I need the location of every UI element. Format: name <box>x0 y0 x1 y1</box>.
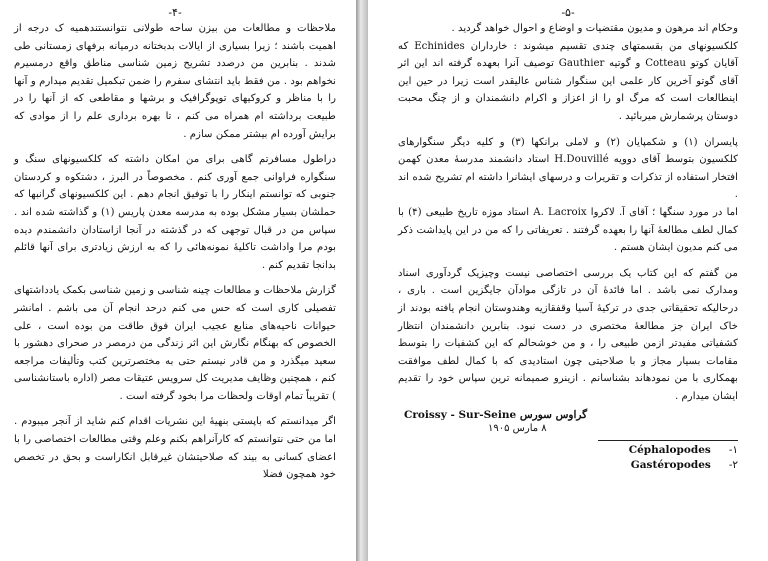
book-gutter <box>356 0 368 561</box>
right-page <box>368 0 768 561</box>
footnote-text: Gastéropodes <box>630 459 711 472</box>
paragraph: اما در مورد سنگها ؛ آقای آ. لاکروا A. Lacroix استاد موزه تاریخ طبیعی (۴) با کمال لطف مطالعهٔ آنها را بعهده گرفتند . تعریفاتی را که من در این پایداشت ذکر می کنم مدیون ایشان هستم . <box>398 206 739 254</box>
signature-date: ۸ مارس ۱۹۰۵ <box>488 423 547 435</box>
footnote-number: -۱ <box>728 444 738 457</box>
footnote-text: Céphalopodes <box>628 444 711 457</box>
footnote <box>398 443 738 458</box>
paragraph: وحکام اند مرهون و مدیون مقتضیات و اوضاع و احوال خواهد گردید . <box>451 23 738 34</box>
footnote <box>398 458 738 473</box>
left-page <box>0 0 356 561</box>
paragraph: کلکسیونهای من بقسمتهای چندی تقسیم میشوند : خارداران Echinides که آقایان کوتو Cotteau و گوتیه Gauthier توصیف آنرا بعهده گرفته اند این اثر آقای گوتو آخرین کار علمی این سنگوار شناس عالیقدر است زیرا در حین این اینطالعات است که مرگ او را از اعزاز و اکرام دانشمندان و از چنگ محبت دوستان پرشمارش میربائید . <box>398 40 738 122</box>
paragraph: دراطول مسافرتم گاهی برای من امکان داشته که کلکسیونهای سنگ و سنگواره فراوانی جمع آوری کنم . مخصوصاً در البرز ، دشتکوه و کردستان جنوبی که توانستم اینکار را با توفیق انجام دهم . این کلکسیونهای گرانبها که حملشان بسیار مشکل بوده به مدرسه معدن پاریس (۱) و گذاشته شده اند . سپاس من در قبال توجهی که در گذشته در آنجا ازاستادان دانشمندم دیده بودم مرا واداشت تاکلیهٔ نمونه‌هائی را که به ارزش زیادتری برای آنها قائلم بدانجا تقدیم کنم . <box>14 154 336 271</box>
author-signature: Croissy - Sur-Seine گراوس سورس <box>404 409 588 422</box>
paragraph: پایسران (۱) و شکمپایان (۲) و لاملی برانکها (۳) و کلیه دیگر سنگوارهای کلکسیون بتوسط آقای دوویه H.Douvillé استاد دانشمند مدرسهٔ معدن کهمن افتخار استفاده از تذکرات و تقریرات و درسهای ایشانرا داشته ام تشریح شده اند . <box>398 136 739 201</box>
paragraph: من گفتم که این کتاب یک بررسی اختصاصی نیست وچیزیک گردآوری اسناد ومدارک نمی باشد . اما فائدهٔ آن در تازگی موادآن جایگزین است . باری ، درحالیکه تحقیقاتی جدی در ترکیهٔ آسیا وقفقازیه وهندوستان انجام یافته بودند از خاک ایران جز مطالعهٔ مختصری در دست نبود. بنابرین دانشمندان انتظار کشفیاتی مفیدتر ازمن طبیعی را ، و من خوشحالم که این کشفیات را بتوسط مقامات بسیار مجاز و با صلاحیتی چون استادیدی که با کمال لطف موافقت بهمکاری با من نمودهاند بشناسانم . ازینرو صمیمانه ترین سپاس خود را تقدیم ایشان میدارم . <box>398 267 738 402</box>
paragraph: اگر میدانستم که باپستی بنهیهٔ این نشریات اقدام کنم شاید از آنجر میبودم . اما من حتی نتوانستم که کارآنراهم بکنم وعلم وقتی مطالعات اختصاصی را با اعضای کسانی به بیند که صلاحیتشان غیرقابل انکاراست و بحق در تخصص خود همچون فضلا <box>14 416 336 481</box>
paragraph: ملاحظات و مطالعات من بیزن ساحه طولانی نتوانستندهمیه ک درجه از اهمیت باشند ؛ زیرا بسیاری از ایالات بدبختانه درمیانه برفهای زمستانی طی شدند . بنابرین من درصدد تشریح زمین شناسی مناطق واقع درمسیرم نخواهم بود . من فقط باید انتشای سفرم را ضمن تبکمیل تقدیم میدارم و آنها را با مناظر و کروکیهای توپوگرافیک و برشها و مقاطعی که از آنها را در طبیعت برداشته ام همراه می کنم ، تا بهره برداری علم را از موادی که برایش آورده ام بیشتر ممکن سازم . <box>14 23 336 140</box>
page-number: -۵- <box>561 6 575 19</box>
footnote-rule <box>598 440 738 441</box>
paragraph: گزارش ملاحظات و مطالعات چینه شناسی و زمین شناسی بکمک یادداشتهای تفصیلی کاری است که حس می کنم درحد انجام آن می باشم . امانشر حیوانات ناحیه‌های منابع عجیب ایران فوق طاقت من بوده است ، علی الخصوص که بهنگام نگارش این اثر زندگی من درمصر در صحرای دهشور با سعید میگذرد و من قادر نیستم حتی به مختصرترین کتب وتألیفات مراجعه کنم ، همچنین وظایف مدیریت کل سرویس عتیقات مصر (اداره باستانشناسی ) تقریباً تمام اوقات ولحظات مرا بخود گرفته است . <box>14 285 336 402</box>
footnote-number: -۲ <box>728 459 738 472</box>
page-number: -۴- <box>168 6 182 19</box>
